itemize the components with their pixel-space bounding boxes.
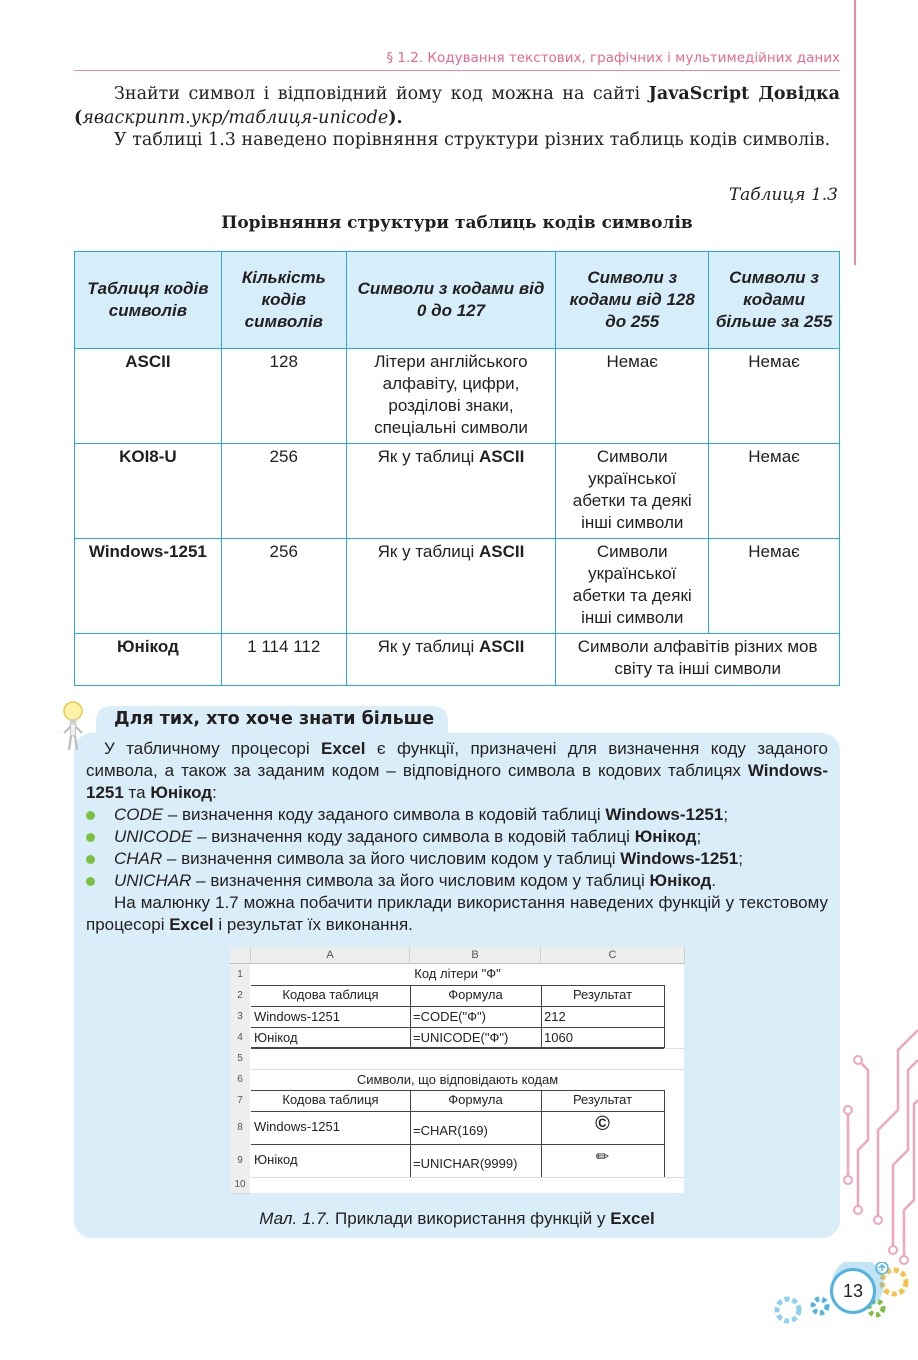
info-outro (86, 892, 828, 936)
table-cell (346, 634, 556, 686)
intro-text: Знайти символ і відповідний йому код можна на сайті (114, 84, 649, 104)
row-header: 9 (230, 1144, 250, 1178)
intro-text-2: У таблиці 1.3 наведено порівняння структури різних таблиць кодів символів. (114, 130, 831, 150)
row-header: 10 (230, 1177, 250, 1194)
pencil-symbol: ✏ (595, 1149, 610, 1166)
table-cell: ASCII (75, 349, 222, 444)
ascii-ref: ASCII (479, 447, 525, 466)
info-box-title: Для тих, хто хоче знати більше (114, 709, 435, 729)
header-cell: Символи з кодами більше за 255 (709, 252, 840, 349)
border-line (664, 985, 665, 1048)
table-ref: Юнікод (649, 871, 712, 890)
text: – визначення коду заданого символа в кодовій таблиці (192, 827, 635, 846)
running-header (74, 50, 840, 71)
excel-ref: Excel (169, 915, 214, 934)
function-name: CHAR (114, 849, 163, 868)
cell: Результат (572, 987, 633, 1002)
table-cell: Немає (709, 444, 840, 539)
table-caption: Таблиця 1.3 (728, 185, 838, 205)
row-header: 2 (230, 985, 250, 1007)
text: – визначення коду заданого символа в кодовій таблиці (163, 805, 606, 824)
paren-close: ). (388, 108, 403, 128)
text: і результат їх виконання. (213, 915, 413, 934)
row-header: 7 (230, 1090, 250, 1112)
page-number: 13 (830, 1268, 876, 1314)
header-cell: Таблиця кодів символів (75, 252, 222, 349)
table-cell: 1 114 112 (221, 634, 346, 686)
corner-cell (230, 947, 251, 964)
paren-open: ( (74, 108, 83, 128)
text: та (123, 783, 151, 802)
table-cell: Юнікод (75, 634, 222, 686)
copyright-symbol: © (595, 1113, 610, 1135)
function-name: UNICHAR (114, 871, 192, 890)
figure-caption (74, 1209, 840, 1229)
text: . (711, 871, 717, 890)
table-row (75, 444, 840, 539)
header-cell: Кількість кодів символів (221, 252, 346, 349)
bullet-icon (86, 833, 95, 842)
text: У табличному процесорі (104, 739, 322, 758)
text: – визначення символа за його числовим кодом у таблиці (191, 871, 650, 890)
border-line (251, 1111, 664, 1112)
gridline (251, 1177, 684, 1178)
table-ref: Windows-1251 (620, 849, 739, 868)
table-row (75, 634, 840, 686)
lightbulb-person-icon (58, 700, 88, 752)
ascii-ref: ASCII (479, 542, 525, 561)
border-line (251, 1006, 664, 1007)
text: ; (723, 805, 729, 824)
list-item (86, 848, 828, 870)
excel-ref: Excel (321, 739, 366, 758)
cell: Юнікод (254, 1152, 298, 1167)
cell: Формула (448, 987, 503, 1002)
table-cell: Символи української абетки та деякі інші символи (556, 444, 709, 539)
cell: Кодова таблиця (282, 1092, 379, 1107)
text: : (212, 783, 217, 802)
table-cell: Літери англійського алфавіту, цифри, розділові знаки, спеціальні символи (346, 349, 556, 444)
table-cell: Немає (556, 349, 709, 444)
info-intro (86, 738, 828, 804)
text: – визначення символа за його числовим кодом у таблиці (162, 849, 621, 868)
merged-title-cell: Символи, що відповідають кодам (356, 1072, 559, 1087)
table-cell: Символи алфавітів різних мов світу та інші символи (556, 634, 840, 686)
cell: Windows-1251 (254, 1119, 340, 1134)
table-cell: 256 (221, 539, 346, 634)
header-cell: Символи з кодами від 0 до 127 (346, 252, 556, 349)
list-item (86, 804, 828, 826)
site-name: JavaScript Довідка (648, 84, 840, 104)
column-header: B (410, 947, 541, 964)
function-name: UNICODE (114, 827, 193, 846)
cell: 1060 (544, 1030, 573, 1045)
bullet-icon (86, 855, 95, 864)
as-in-text: Як у таблиці (377, 637, 479, 656)
table-row (75, 349, 840, 444)
border-line (251, 1090, 664, 1091)
cell: Результат (572, 1092, 633, 1107)
table-header-row (75, 252, 840, 349)
ascii-ref: ASCII (479, 637, 525, 656)
row-header: 1 (230, 964, 250, 986)
cell: =CODE("Ф") (413, 1009, 486, 1024)
table-cell: KOI8-U (75, 444, 222, 539)
table-ref: Windows-1251 (605, 805, 724, 824)
excel-screenshot (230, 947, 684, 1193)
cell: 212 (544, 1009, 566, 1024)
text: На малюнку 1.7 можна побачити приклади використання наведених функцій у текстовому процесорі (86, 893, 828, 934)
table-cell: Windows-1251 (75, 539, 222, 634)
cell: Windows-1251 (254, 1009, 340, 1024)
header-cell: Символи з кодами від 128 до 255 (556, 252, 709, 349)
row-header: 4 (230, 1027, 250, 1049)
border-line (251, 1047, 664, 1049)
as-in-text: Як у таблиці (377, 447, 479, 466)
cell: =CHAR(169) (413, 1123, 488, 1138)
cell: Кодова таблиця (282, 987, 379, 1002)
table-cell: Немає (709, 539, 840, 634)
margin-line (854, 0, 856, 265)
function-name: CODE (114, 805, 164, 824)
figure-label: Мал. 1.7. (259, 1209, 331, 1228)
table-cell: 128 (221, 349, 346, 444)
cell: =UNICODE("Ф") (413, 1030, 509, 1045)
list-item (86, 826, 828, 848)
merged-title-cell: Код літери "Ф" (414, 966, 501, 981)
bullet-icon (86, 877, 95, 886)
text: ; (696, 827, 702, 846)
circuit-decoration (838, 1020, 918, 1280)
row-header: 5 (230, 1048, 250, 1070)
figure-bold: Excel (610, 1209, 655, 1228)
header-title: § 1.2. Кодування текстових, графічних і мультимедійних даних (386, 50, 840, 66)
table-cell: Немає (709, 349, 840, 444)
table-ref: Юнікод (634, 827, 697, 846)
as-in-text: Як у таблиці (377, 542, 479, 561)
intro-paragraph-2 (74, 128, 840, 152)
text: є функції, призначені для визначення коду заданого символа, а також за заданим кодом – відповідного символа в кодових таблицях (86, 739, 828, 780)
column-header: A (251, 947, 410, 964)
site-url: яваскрипт.укр/таблиця-unicode (82, 108, 389, 128)
border-line (251, 1027, 664, 1028)
gridline (251, 1069, 684, 1070)
comparison-table (74, 251, 840, 686)
border-line (251, 985, 664, 986)
intro-paragraph-1 (74, 82, 840, 130)
column-header: C (541, 947, 685, 964)
text: ; (738, 849, 743, 868)
bullet-icon (86, 811, 95, 820)
list-item (86, 870, 828, 892)
table-cell (346, 444, 556, 539)
table-cell: Символи української абетки та деякі інші символи (556, 539, 709, 634)
info-box-text (86, 738, 828, 936)
border-line (251, 1144, 664, 1145)
table-cell (346, 539, 556, 634)
uni-ref: Юнікод (150, 783, 213, 802)
table-cell: 256 (221, 444, 346, 539)
cell: Формула (448, 1092, 503, 1107)
border-line (664, 1090, 665, 1177)
cell: =UNICHAR(9999) (413, 1156, 518, 1171)
table-title: Порівняння структури таблиць кодів символів (221, 213, 693, 233)
win-ref: Windows-1251 (86, 761, 828, 802)
row-header: 6 (230, 1069, 250, 1091)
cell: Юнікод (254, 1030, 298, 1045)
row-header: 3 (230, 1006, 250, 1028)
table-row (75, 539, 840, 634)
row-header: 8 (230, 1111, 250, 1145)
figure-text: Приклади використання функцій у (330, 1209, 611, 1228)
